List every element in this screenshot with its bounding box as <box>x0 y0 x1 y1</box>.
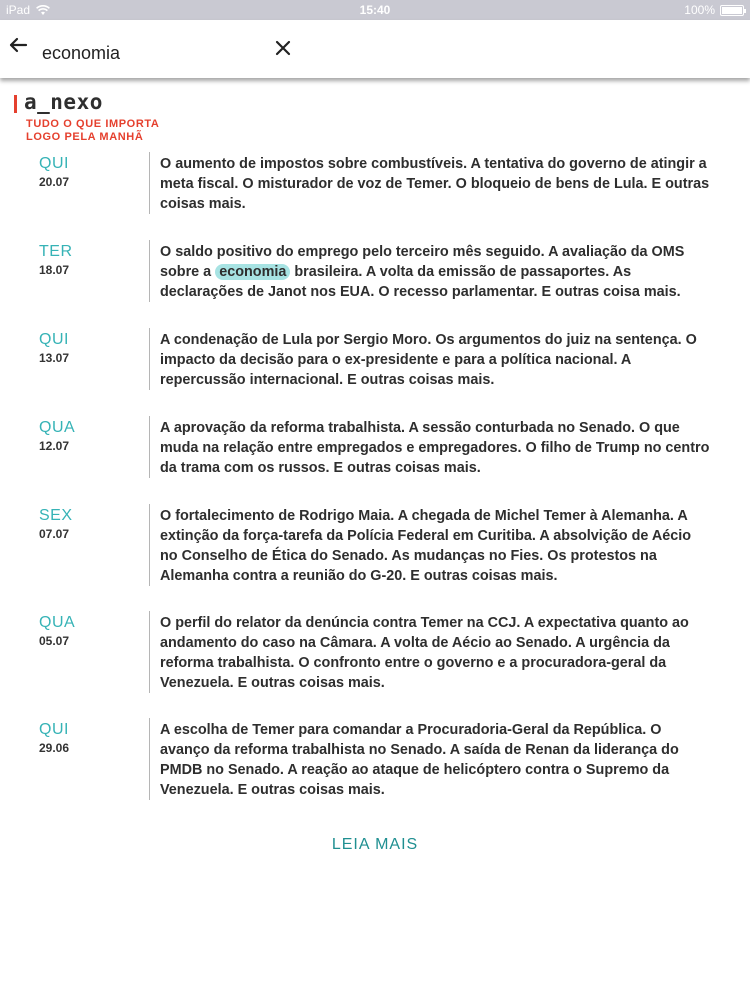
battery-icon <box>720 5 744 16</box>
entry-day: SEX <box>39 507 73 524</box>
search-bar <box>0 20 750 78</box>
entry-summary-end: brasileira. A volta da emissão de passaportes. As declarações de Janot nos EUA. O recesso parlamentar. E outras coisa mais. <box>160 264 681 300</box>
divider <box>149 416 150 478</box>
entry-summary-start: O saldo positivo do emprego pelo terceiro mês seguido. A avaliação da OMS sobre a <box>160 244 685 280</box>
tagline-line-1: TUDO O QUE IMPORTA <box>26 118 160 130</box>
entry-day: QUI <box>39 721 69 738</box>
entry-day: TER <box>39 243 73 260</box>
divider <box>149 611 150 693</box>
entry-date <box>39 613 119 649</box>
tagline-line-2: LOGO PELA MANHÃ <box>26 131 144 143</box>
status-right <box>684 3 744 17</box>
divider <box>149 504 150 586</box>
entry-date-value: 07.07 <box>39 527 70 541</box>
clear-search-icon[interactable] <box>270 34 296 62</box>
entry-date-value: 20.07 <box>39 175 70 189</box>
entry-summary[interactable]: A aprovação da reforma trabalhista. A sessão conturbada no Senado. O que muda na relação entre empregados e empregadores. O filho de Trump no centro da trama com os russos. E outras coisas mais. <box>160 420 710 476</box>
entry-day: QUA <box>39 419 76 436</box>
battery-percent: 100% <box>684 3 715 17</box>
entry-date <box>39 330 119 366</box>
entry-summary[interactable]: O aumento de impostos sobre combustíveis. A tentativa do governo de atingir a meta fiscal. O misturador de voz de Temer. O bloqueio de bens de Lula. E outras coisas mais. <box>160 156 710 212</box>
entry-day: QUA <box>39 614 76 631</box>
entry-date-value: 05.07 <box>39 634 70 648</box>
read-more-link[interactable]: LEIA MAIS <box>331 836 419 853</box>
entry-date-value: 12.07 <box>39 439 70 453</box>
status-time: 15:40 <box>359 3 391 17</box>
divider <box>149 240 150 302</box>
search-highlight: economia <box>215 264 290 280</box>
divider <box>149 718 150 800</box>
logo-accent-bar <box>14 95 17 113</box>
entry-date <box>39 506 119 542</box>
status-bar <box>0 0 750 20</box>
brand-tagline <box>26 118 246 144</box>
entry-day: QUI <box>39 155 69 172</box>
entry-date <box>39 720 119 756</box>
brand-name: a_nexo <box>24 90 103 114</box>
entry-date-value: 18.07 <box>39 263 70 277</box>
entry-summary[interactable] <box>160 242 712 302</box>
entry-date-value: 13.07 <box>39 351 70 365</box>
divider <box>149 328 150 390</box>
entry-date <box>39 154 119 190</box>
entry-day: QUI <box>39 331 69 348</box>
entry-date <box>39 242 119 278</box>
divider <box>149 152 150 214</box>
entry-summary[interactable]: O perfil do relator da denúncia contra Temer na CCJ. A expectativa quanto ao andamento do caso na Câmara. A volta de Aécio ao Senado. A urgência da reforma trabalhista. O confronto entre o governo e a procuradora-geral da Venezuela. E outras coisas mais. <box>160 615 689 691</box>
device-label: iPad <box>6 3 31 17</box>
back-arrow-icon[interactable] <box>8 35 32 59</box>
entry-summary[interactable]: A condenação de Lula por Sergio Moro. Os argumentos do juiz na sentença. O impacto da decisão para o ex-presidente e para a política nacional. A repercussão internacional. E outras coisas mais. <box>160 332 697 388</box>
entry-summary[interactable]: A escolha de Temer para comandar a Procuradoria-Geral da República. O avanço da reforma trabalhista no Senado. A saída de Renan da liderança do PMDB no Senado. A reação ao ataque de helicóptero contra o Supremo da Venezuela. E outras coisas mais. <box>160 722 679 798</box>
entry-summary[interactable]: O fortalecimento de Rodrigo Maia. A chegada de Michel Temer à Alemanha. A extinção da força-tarefa da Polícia Federal em Curitiba. A absolvição de Aécio no Conselho de Ética do Senado. As mudanças no Fies. Os protestos na Alemanha contra a reunião do G-20. E outras coisas mais. <box>160 508 692 584</box>
entry-date-value: 29.06 <box>39 741 70 755</box>
search-input[interactable]: economia <box>42 43 121 63</box>
entry-date <box>39 418 119 454</box>
